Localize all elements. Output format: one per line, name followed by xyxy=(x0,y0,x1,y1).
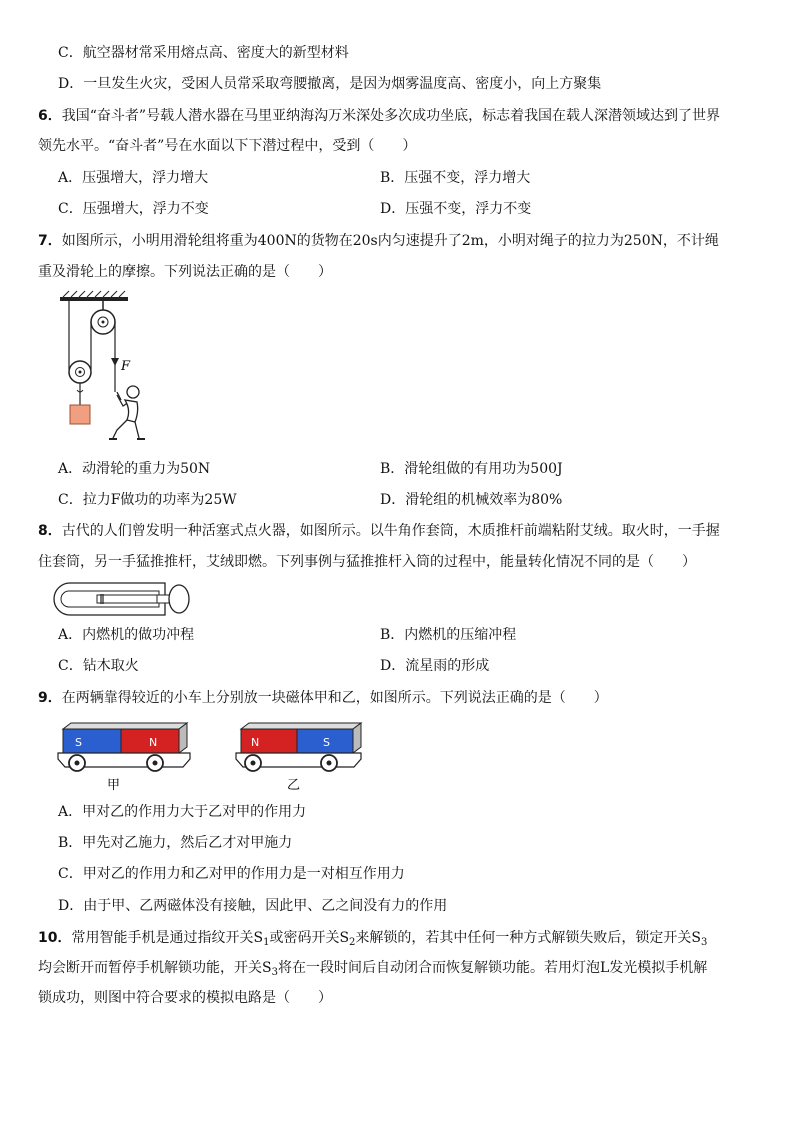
q5-option-c: C．航空器材常采用熔点高、密度大的新型材料 xyxy=(58,45,349,61)
q7-option-b: B．滑轮组做的有用功为500J xyxy=(380,461,563,477)
q7-text1: 如图所示，小明用滑轮组将重为400N的货物在20s内匀速提升了2m，小明对绳子的拉力为250N，不计绳 xyxy=(61,233,719,249)
q6-option-a: A．压强增大，浮力增大 xyxy=(58,170,209,186)
q9-text1: 在两辆靠得较近的小车上分别放一块磁体甲和乙，如图所示。下列说法正确的是（ ） xyxy=(61,690,608,706)
q10-sub-s2: 2 xyxy=(349,937,356,948)
q10-text1c: 来解锁的，若其中任何一种方式解锁失败后，锁定开关S xyxy=(355,930,702,946)
cart-jia-left-pole-label: S xyxy=(75,736,82,749)
q9-option-a: A．甲对乙的作用力大于乙对甲的作用力 xyxy=(58,804,307,820)
q6-number: 6． xyxy=(38,108,62,124)
q10-sub-s3: 3 xyxy=(701,937,708,948)
fire-piston-figure xyxy=(55,581,195,617)
q8-option-d: D．流星雨的形成 xyxy=(380,658,490,674)
q10-text1b: 或密码开关S xyxy=(269,930,350,946)
cart-jia-label: 甲 xyxy=(107,778,121,793)
cart-yi xyxy=(236,723,361,793)
q8-stem-line1 xyxy=(38,521,720,541)
cart-yi-right-pole-label: S xyxy=(323,736,330,749)
cart-yi-north-pole xyxy=(241,729,297,753)
q10-stem-line1 xyxy=(38,928,707,948)
ceiling xyxy=(60,297,128,301)
q7-option-a: A．动滑轮的重力为50N xyxy=(58,461,211,477)
rod-handle xyxy=(169,585,189,613)
person-figure xyxy=(109,386,145,439)
q9-option-c: C．甲对乙的作用力和乙对甲的作用力是一对相互作用力 xyxy=(58,866,405,882)
force-label: F xyxy=(121,359,131,374)
load-box xyxy=(70,405,90,424)
q10-text2b: 将在一段时间后自动闭合而恢复解锁功能。若用灯泡L发光模拟手机解 xyxy=(277,960,708,976)
q7-stem-line2: 重及滑轮上的摩擦。下列说法正确的是（ ） xyxy=(38,264,332,280)
q10-number: 10． xyxy=(38,930,72,946)
q5-option-d: D．一旦发生火灾，受困人员常采取弯腰撤离，是因为烟雾温度高、密度小，向上方聚集 xyxy=(58,76,602,92)
force-arrow-icon xyxy=(111,358,119,366)
q9-option-b: B．甲先对乙施力，然后乙才对甲施力 xyxy=(58,835,293,851)
q8-option-b: B．内燃机的压缩冲程 xyxy=(380,627,517,643)
q10-stem-line2 xyxy=(38,958,707,978)
q8-stem-line2: 住套筒，另一手猛推推杆，艾绒即燃。下列事例与猛推推杆入筒的过程中，能量转化情况不同的是（ ） xyxy=(38,554,696,570)
q9-option-d: D．由于甲、乙两磁体没有接触，因此甲、乙之间没有力的作用 xyxy=(58,898,448,914)
push-rod xyxy=(97,595,157,603)
q10-text2a: 均会断开而暂停手机解锁功能，开关S xyxy=(38,960,272,976)
cart-jia-right-pole-label: N xyxy=(149,736,158,749)
q6-option-b: B．压强不变，浮力增大 xyxy=(380,170,531,186)
q7-option-d: D．滑轮组的机械效率为80% xyxy=(380,492,563,508)
q10-sub-s1: 1 xyxy=(263,937,270,948)
cart-jia-south-pole xyxy=(63,729,121,753)
cart-yi-label: 乙 xyxy=(287,778,301,793)
q10-sub-s3b: 3 xyxy=(271,967,278,978)
q6-stem-line1 xyxy=(38,106,720,126)
q7-option-c: C．拉力F做功的功率为25W xyxy=(58,492,237,508)
q10-stem-line3: 锁成功，则图中符合要求的模拟电路是（ ） xyxy=(38,990,332,1006)
q10-text1a: 常用智能手机是通过指纹开关S xyxy=(71,930,264,946)
q6-stem-line2: 领先水平。“奋斗者”号在水面以下下潜过程中，受到（ ） xyxy=(38,138,417,154)
q7-stem-line1 xyxy=(38,231,719,251)
cart-jia xyxy=(58,723,190,793)
q8-option-a: A．内燃机的做功冲程 xyxy=(58,627,195,643)
magnet-carts-figure xyxy=(55,719,365,794)
q6-text1: 我国“奋斗者”号载人潜水器在马里亚纳海沟万米深处多次成功坐底，标志着我国在载人深潜领域达到了世界 xyxy=(61,108,721,124)
q8-option-c: C．钻木取火 xyxy=(58,658,139,674)
q8-text1: 古代的人们曾发明一种活塞式点火器，如图所示。以牛角作套筒，木质推杆前端粘附艾绒。取火时，一手握 xyxy=(61,523,720,539)
q6-option-d: D．压强不变，浮力不变 xyxy=(380,201,532,217)
q9-stem-line1 xyxy=(38,688,608,708)
q7-number: 7． xyxy=(38,233,62,249)
cart-yi-left-pole-label: N xyxy=(251,736,260,749)
pulley-figure xyxy=(55,292,175,447)
q8-number: 8． xyxy=(38,523,62,539)
q9-number: 9． xyxy=(38,690,62,706)
q6-option-c: C．压强增大，浮力不变 xyxy=(58,201,209,217)
